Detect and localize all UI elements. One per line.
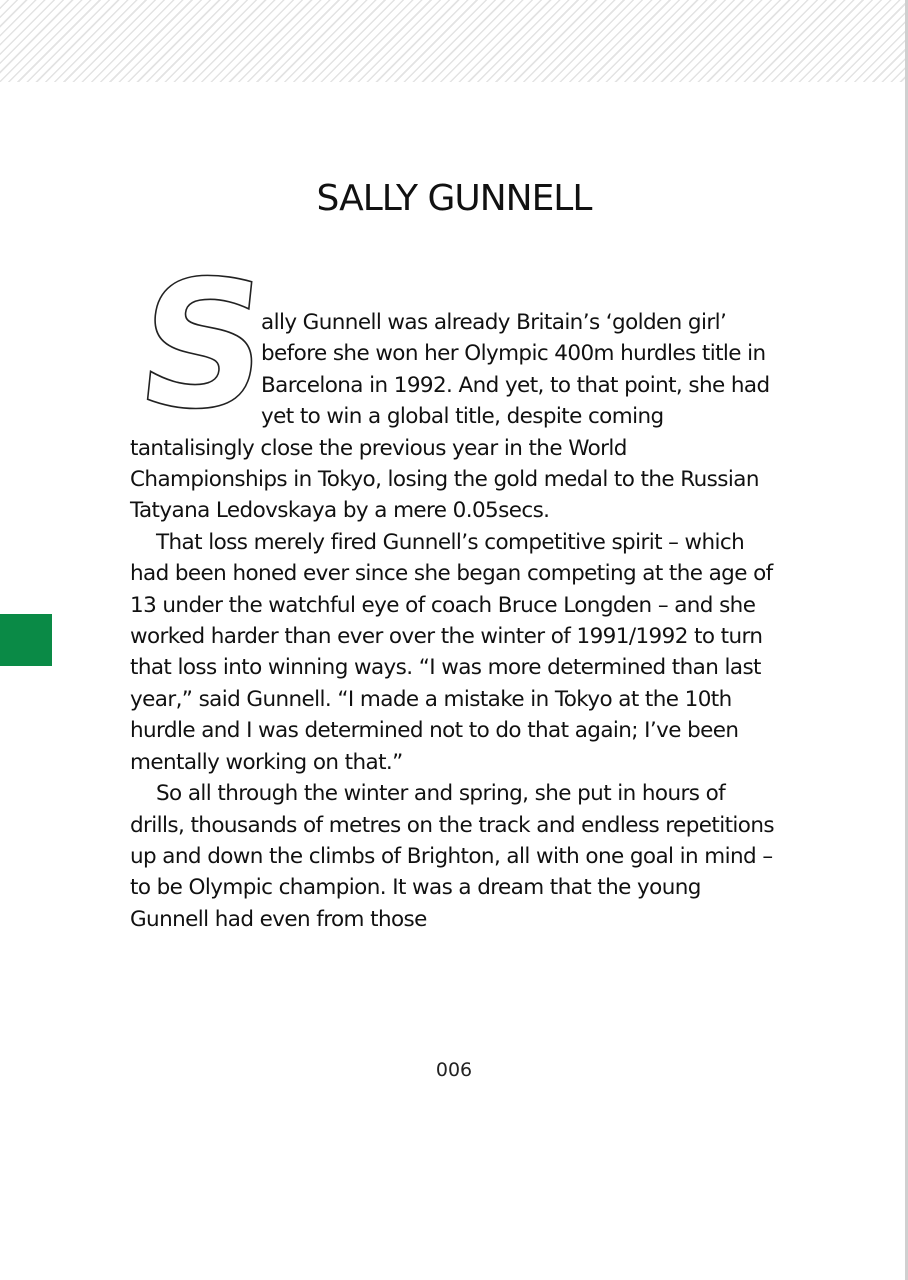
paragraph-1-text: ally Gunnell was already Britain’s ‘golden girl’ before she won her Olympic 400m hurdles title in Barcelona in 1992. And yet, to that point, she had yet to win a global title, despite coming tantalisingly close the previous year in the World Championships in Tokyo, losing the gold medal to the Russian Tatyana Ledovskaya by a mere 0.05secs.	[130, 310, 770, 524]
paragraph-2: That loss merely fired Gunnell’s competitive spirit – which had been honed ever since she began competing at the age of 13 under the watchful eye of coach Bruce Longden – and she worked harder than ever over the winter of 1991/1992 to turn that loss into winning ways. “I was more determined than last year,” said Gunnell. “I made a mistake in Tokyo at the 10th hurdle and I was determined not to do that again; I’ve been mentally working on that.”	[130, 529, 773, 775]
page-title: SALLY GUNNELL	[316, 178, 592, 219]
drop-cap-letter: S	[128, 242, 277, 448]
paragraph-1	[128, 242, 775, 527]
section-tab-marker	[0, 614, 52, 666]
article-body	[128, 242, 775, 935]
page-number: 006	[435, 1059, 473, 1081]
drop-cap-graphic	[128, 242, 277, 448]
drop-cap	[128, 242, 277, 448]
paragraph-3: So all through the winter and spring, she put in hours of drills, thousands of metres on the track and endless repetitions up and down the climbs of Brighton, all with one goal in mind – to be Olympic champion. It was a dream that the young Gunnell had even from those	[130, 781, 774, 932]
top-hatched-band	[0, 0, 908, 82]
